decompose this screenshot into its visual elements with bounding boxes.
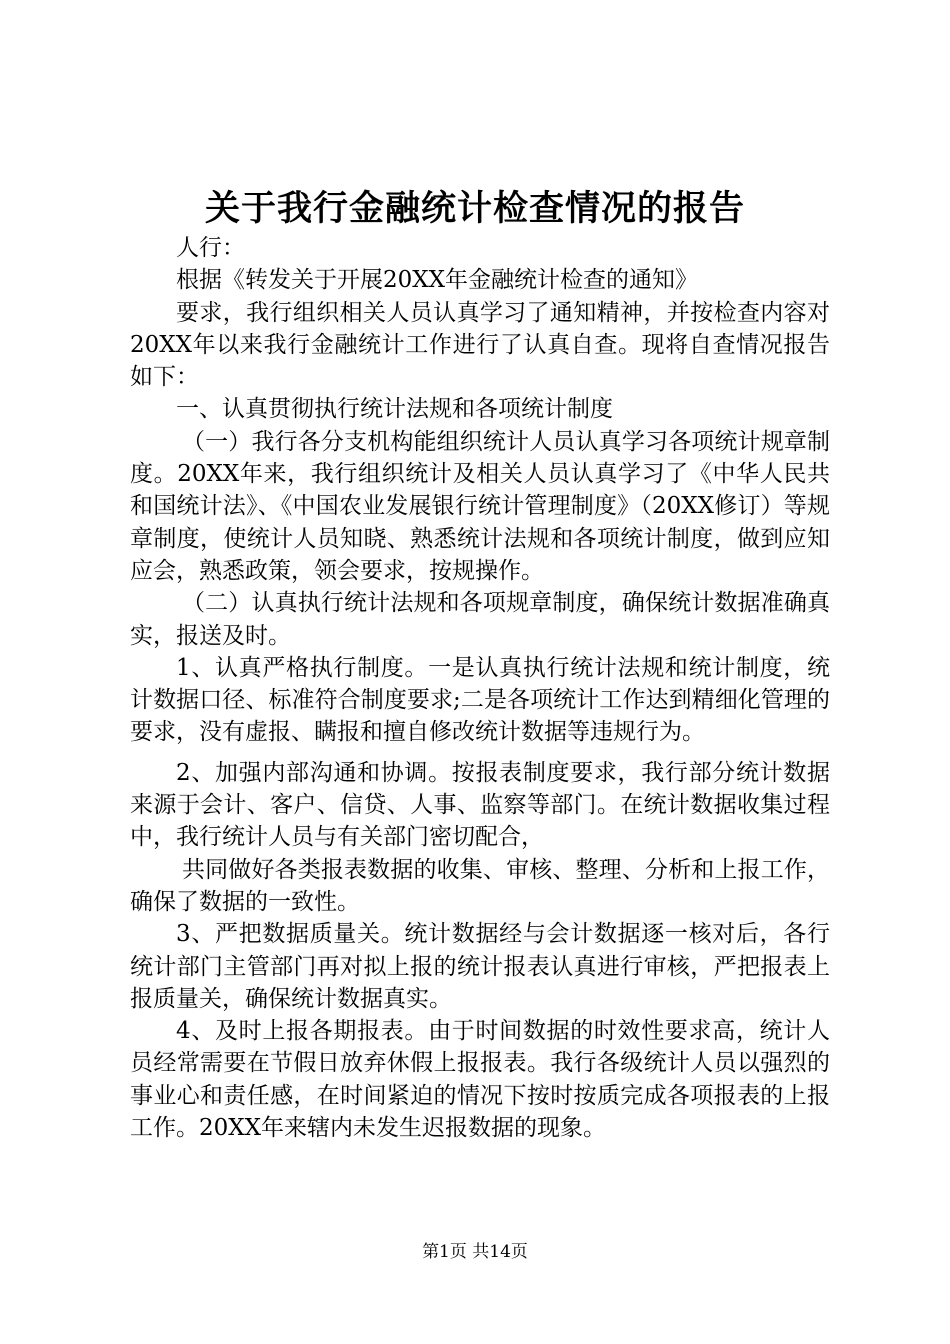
section-heading-1: 一、认真贯彻执行统计法规和各项统计制度 (176, 396, 613, 423)
document-body (130, 232, 830, 1144)
paragraph-item-4: 4、及时上报各期报表。由于时间数据的时效性要求高，统计人员经常需要在节假日放弃休假上报报表。我行各级统计人员以强烈的事业心和责任感，在时间紧迫的情况下按时按质完成各项报表的上报工作。20XX年来辖内未发生迟报数据的现象。 (130, 1018, 830, 1142)
paragraph-subsection-1: （一）我行各分支机构能组织统计人员认真学习各项统计规章制度。20XX年来，我行组织统计及相关人员认真学习了《中华人民共和国统计法》、《中国农业发展银行统计管理制度》（20XX修订）等规章制度，使统计人员知晓、熟悉统计法规和各项统计制度，做到应知应会，熟悉政策，领会要求，按规操作。 (130, 428, 830, 584)
paragraph-item-2-continued: 共同做好各类报表数据的收集、审核、整理、分析和上报工作，确保了数据的一致性。 (130, 856, 830, 915)
paragraph-item-2: 2、加强内部沟通和协调。按报表制度要求，我行部分统计数据来源于会计、客户、信贷、人事、监察等部门。在统计数据收集过程中，我行统计人员与有关部门密切配合， (130, 759, 830, 851)
paragraph-requirement: 要求，我行组织相关人员认真学习了通知精神，并按检查内容对20XX年以来我行金融统计工作进行了认真自查。现将自查情况报告如下： (130, 299, 830, 391)
paragraph-basis: 根据《转发关于开展20XX年金融统计检查的通知》 (176, 267, 699, 294)
paragraph-item-3: 3、严把数据质量关。统计数据经与会计数据逐一核对后，各行统计部门主管部门再对拟上报的统计报表认真进行审核，严把报表上报质量关，确保统计数据真实。 (130, 921, 830, 1012)
page-footer: 第1页 共14页 (422, 1242, 528, 1262)
salutation: 人行： (176, 235, 245, 261)
paragraph-item-1: 1、认真严格执行制度。一是认真执行统计法规和统计制度，统计数据口径、标准符合制度要求;二是各项统计工作达到精细化管理的要求，没有虚报、瞒报和擅自修改统计数据等违规行为。 (130, 654, 830, 746)
document-title: 关于我行金融统计检查情况的报告 (204, 188, 745, 229)
paragraph-subsection-2: （二）认真执行统计法规和各项规章制度，确保统计数据准确真实，报送及时。 (130, 590, 830, 649)
